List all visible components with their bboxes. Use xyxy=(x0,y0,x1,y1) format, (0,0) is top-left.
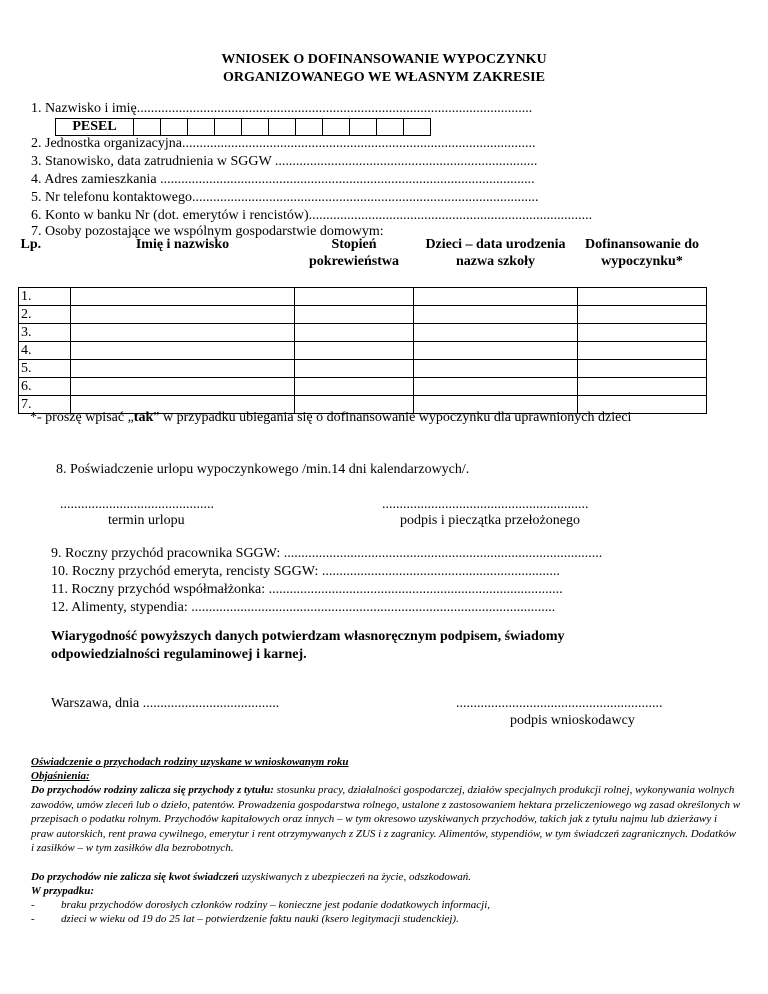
field-bank-account[interactable]: 6. Konto w banku Nr (dot. emerytów i rencistów)................................................................................. xyxy=(31,208,593,223)
pesel-cell[interactable] xyxy=(269,119,296,136)
col-lp: Lp. xyxy=(20,237,42,252)
pesel-cell[interactable] xyxy=(323,119,350,136)
title-line-2: ORGANIZOWANEGO WE WŁASNYM ZAKRESIE xyxy=(223,70,545,85)
notes-p2-text: uzyskiwanych z ubezpieczeń na życie, odszkodowań. xyxy=(238,871,471,883)
notes-paragraph-2 xyxy=(31,870,741,885)
field-name[interactable]: 1. Nazwisko i imię................................................................................................................. xyxy=(31,101,533,116)
pesel-cell[interactable] xyxy=(215,119,242,136)
field-alimony[interactable]: 12. Alimenty, stypendia: ........................................................................................................ xyxy=(51,600,556,615)
field-address[interactable]: 4. Adres zamieszkania ........................................................................................................... xyxy=(31,172,535,187)
signature-label: podpis wnioskodawcy xyxy=(510,713,635,728)
notes-p2-bold: Do przychodów nie zalicza się kwot świadczeń xyxy=(31,871,239,883)
row-number: 1. xyxy=(19,288,71,306)
field-income-spouse[interactable]: 11. Roczny przychód współmałżonka: .................................................................................... xyxy=(51,582,563,597)
declaration-line-1: Wiarygodność powyższych danych potwierdzam własnoręcznym podpisem, świadomy xyxy=(51,629,565,644)
notes-p1-bold: Do przychodów rodziny zalicza się przychody z tytułu: xyxy=(31,784,274,796)
pesel-cell[interactable] xyxy=(134,119,161,136)
col-relation: Stopień pokrewieństwa xyxy=(309,237,399,269)
field-phone[interactable]: 5. Nr telefonu kontaktowego................................................................................................... xyxy=(31,190,539,205)
row-number: 6. xyxy=(19,378,71,396)
field-income-pensioner[interactable]: 10. Roczny przychód emeryta, rencisty SGGW: .................................................................... xyxy=(51,564,560,579)
row-number: 7. xyxy=(19,396,71,414)
signature-dots[interactable]: ........................................................... xyxy=(456,696,663,711)
footnote-pre: *- proszę wpisać „ xyxy=(30,410,134,425)
field-unit[interactable]: 2. Jednostka organizacyjna..................................................................................................... xyxy=(31,136,536,151)
notes-subheading xyxy=(31,769,731,784)
section-8-text: 8. Poświadczenie urlopu wypoczynkowego /min.14 dni kalendarzowych/. xyxy=(56,462,470,477)
leave-dots[interactable]: ............................................ xyxy=(60,497,214,512)
notes-subheading-text: Objaśnienia: xyxy=(31,770,90,782)
household-table xyxy=(18,236,707,414)
notes-p1-text: stosunku pracy, działalności gospodarczej, działów specjalnych produkcji rolnej, wykonywania wolnych zawodów, umów zleceń lub o dzieło, patentów. Prowadzenia gospodarstwa rolnego, ustalone z zastosowaniem hektara przeliczeniowego wg zasad określonych w przepisach o podatku rolnym. Przychodów kapitałowych oraz innych – w tym okresowo uzyskiwanych przychodów, takich jak z tytułu najmu lub dzierżawy i praw autorskich, rent prawa cywilnego, emerytur i rent otrzymywanych z ZUS i z zagranicy. Alimentów, stypendiów, w tym świadczeń zagranicznych. Dodatków i zasiłków – w tym zasiłków dla bezrobotnych. xyxy=(31,784,741,854)
col-name: Imię i nazwisko xyxy=(135,237,230,252)
col-funding: Dofinansowanie do wypoczynku* xyxy=(585,237,699,269)
pesel-cell[interactable] xyxy=(377,119,404,136)
pesel-cell[interactable] xyxy=(296,119,323,136)
pesel-label: PESEL xyxy=(56,119,134,136)
notes-paragraph-3: W przypadku: xyxy=(31,885,95,897)
row-number: 3. xyxy=(19,324,71,342)
notes-heading xyxy=(31,755,731,770)
supervisor-label: podpis i pieczątka przełożonego xyxy=(400,513,580,528)
notes-bullet-1-text: braku przychodów dorosłych członków rodziny – konieczne jest podanie dodatkowych informacji, xyxy=(61,899,491,911)
table-row[interactable] xyxy=(19,288,707,306)
table-row[interactable] xyxy=(19,360,707,378)
notes-heading-text: Oświadczenie o przychodach rodziny uzyskane w wnioskowanym roku xyxy=(31,756,349,768)
notes-paragraph-1 xyxy=(31,783,741,856)
row-number: 5. xyxy=(19,360,71,378)
row-number: 4. xyxy=(19,342,71,360)
field-income-employee[interactable]: 9. Roczny przychód pracownika SGGW: ........................................................................................... xyxy=(51,546,603,561)
table-row[interactable] xyxy=(19,306,707,324)
pesel-cell[interactable] xyxy=(242,119,269,136)
declaration-line-2: odpowiedzialności regulaminowej i karnej. xyxy=(51,647,307,662)
leave-label: termin urlopu xyxy=(108,513,185,528)
pesel-cell[interactable] xyxy=(404,119,431,136)
footnote xyxy=(30,410,631,426)
title-line-1: WNIOSEK O DOFINANSOWANIE WYPOCZYNKU xyxy=(221,52,547,67)
col-children: Dzieci – data urodzenia nazwa szkoły xyxy=(425,237,566,269)
footnote-post: ” w przypadku ubiegania się o dofinansowanie wypoczynku dla uprawnionych dzieci xyxy=(153,410,632,425)
table-row[interactable] xyxy=(19,378,707,396)
field-household: 7. Osoby pozostające we wspólnym gospodarstwie domowym: xyxy=(31,224,384,239)
row-number: 2. xyxy=(19,306,71,324)
place-date[interactable]: Warszawa, dnia ....................................... xyxy=(51,696,280,711)
pesel-cell[interactable] xyxy=(188,119,215,136)
notes-bullet-2-text: dzieci w wieku od 19 do 25 lat – potwierdzenie faktu nauki (ksero legitymacji studenckiej). xyxy=(61,913,459,925)
footnote-bold: tak xyxy=(133,410,154,425)
table-row[interactable] xyxy=(19,342,707,360)
table-row[interactable] xyxy=(19,324,707,342)
field-position[interactable]: 3. Stanowisko, data zatrudnienia w SGGW ........................................................................... xyxy=(31,154,538,169)
notes-bullet-1: - braku przychodów dorosłych członków rodziny – konieczne jest podanie dodatkowych informacji, xyxy=(31,899,491,911)
pesel-grid xyxy=(55,118,431,136)
notes-bullet-2: - dzieci w wieku od 19 do 25 lat – potwierdzenie faktu nauki (ksero legitymacji studenckiej). xyxy=(31,913,459,925)
pesel-cell[interactable] xyxy=(161,119,188,136)
supervisor-dots[interactable]: ........................................................... xyxy=(382,497,589,512)
pesel-cell[interactable] xyxy=(350,119,377,136)
